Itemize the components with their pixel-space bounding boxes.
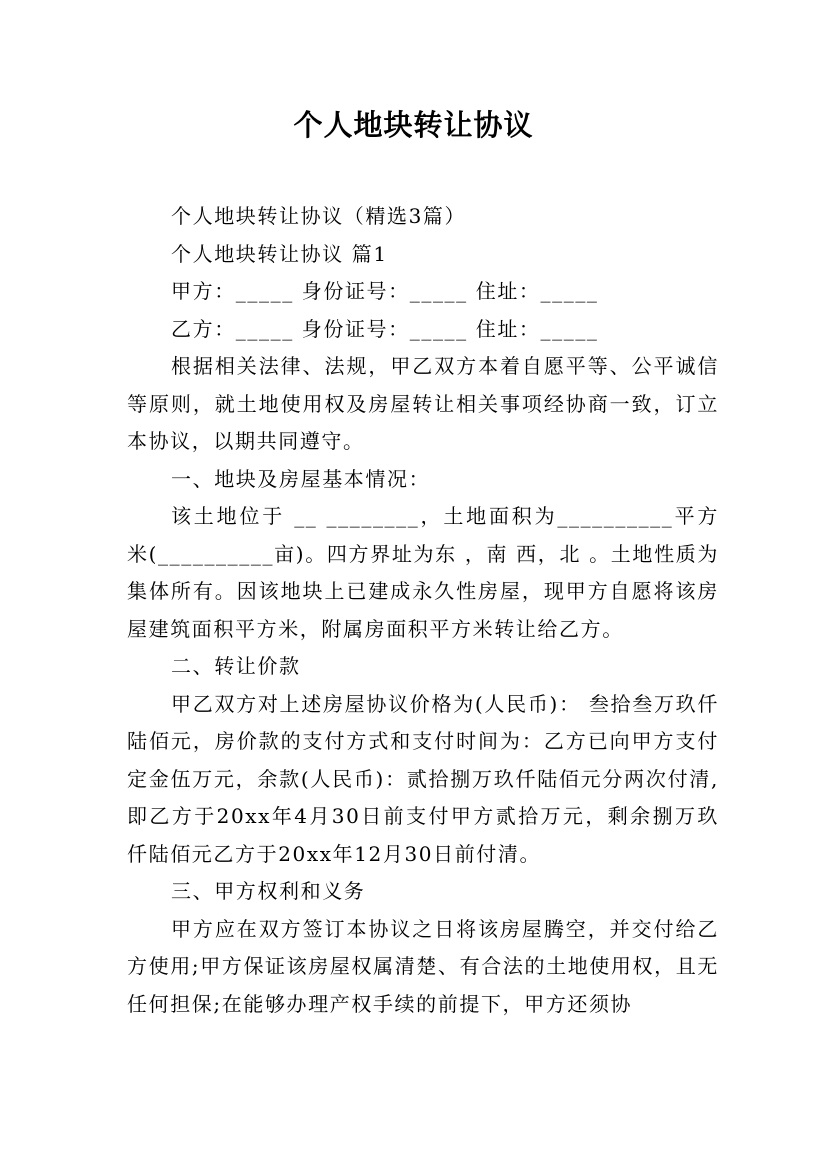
heading-price: 二、转让价款 — [171, 654, 301, 678]
document-body — [127, 198, 719, 1023]
paragraph-party-a-rights: 甲方应在双方签订本协议之日将该房屋腾空，并交付给乙方使用;甲方保证该房屋权属清楚、有合法的土地使用权，且无任何担保;在能够办理产权手续的前提下，甲方还须协 — [127, 916, 719, 1016]
paragraph-party-a: 甲方：_____ 身份证号：_____ 住址：_____ — [171, 279, 599, 303]
heading-party-a-rights: 三、甲方权利和义务 — [171, 879, 366, 903]
paragraph-price: 甲乙双方对上述房屋协议价格为(人民币)： 叁拾叁万玖仟陆佰元，房价款的支付方式和支付时间为：乙方已向甲方支付定金伍万元，余款(人民币)：贰拾捌万玖仟陆佰元分两次付清,即乙方于20xx年4月30日前支付甲方贰拾万元，剩余捌万玖仟陆佰元乙方于20xx年12月30日前付清。 — [127, 691, 719, 866]
paragraph-preamble: 根据相关法律、法规，甲乙双方本着自愿平等、公平诚信等原则，就土地使用权及房屋转让相关事项经协商一致，订立本协议，以期共同遵守。 — [127, 354, 719, 453]
paragraph-land-info: 该土地位于 __ ________，土地面积为__________平方米(__________亩)。四方界址为东 ，南 西，北 。土地性质为集体所有。因该地块上已建成永久性房屋，现甲方自愿将该房屋建筑面积平方米，附属房面积平方米转让给乙方。 — [127, 504, 719, 641]
paragraph-subtitle: 个人地块转让协议（精选3篇） — [171, 204, 467, 228]
heading-basic-info: 一、地块及房屋基本情况： — [171, 466, 431, 491]
paragraph-section-heading: 个人地块转让协议 篇1 — [171, 241, 388, 266]
document-title: 个人地块转让协议 — [293, 108, 534, 142]
paragraph-party-b: 乙方：_____ 身份证号：_____ 住址：_____ — [171, 316, 599, 341]
